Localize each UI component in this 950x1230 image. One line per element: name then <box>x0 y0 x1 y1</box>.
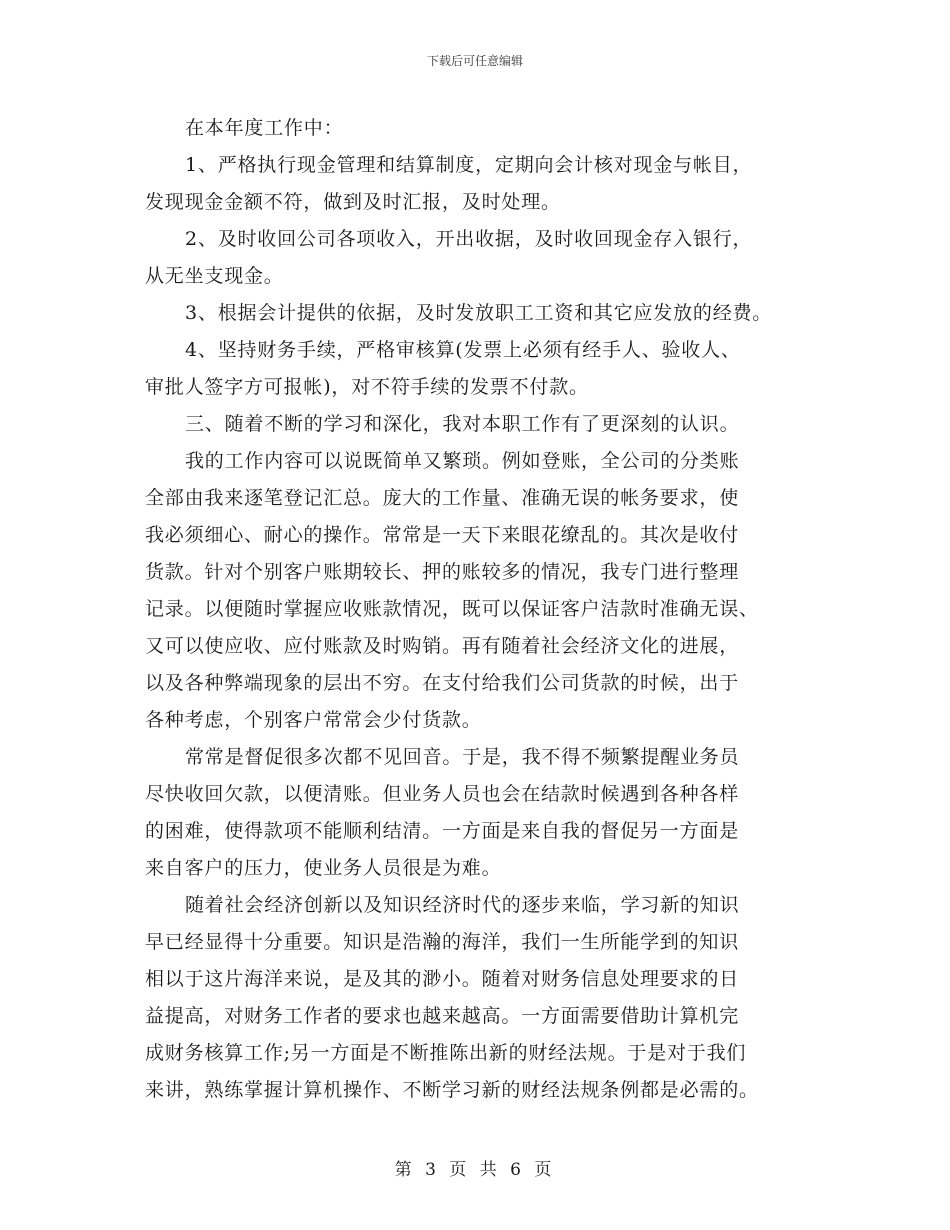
text-line: 早已经显得十分重要。知识是浩瀚的海洋，我们一生所能学到的知识 <box>145 931 740 953</box>
text-line: 随着社会经济创新以及知识经济时代的逐步来临，学习新的知识 <box>185 894 740 916</box>
page-number: 第 3 页 共 6 页 <box>394 1160 556 1180</box>
text-line: 相以于这片海洋来说，是及其的渺小。随着对财务信息处理要求的日 <box>145 968 740 990</box>
text-line: 三、随着不断的学习和深化，我对本职工作有了更深刻的认识。 <box>185 413 740 435</box>
text-line: 各种考虑，个别客户常常会少付货款。 <box>145 709 482 731</box>
text-line: 来自客户的压力，使业务人员很是为难。 <box>145 857 502 879</box>
text-line: 常常是督促很多次都不见回音。于是，我不得不频繁提醒业务员 <box>185 746 740 768</box>
text-line: 尽快收回欠款，以便清账。但业务人员也会在结款时候遇到各种各样 <box>145 783 740 805</box>
document-body <box>145 110 825 1109</box>
text-line: 来讲，熟练掌握计算机操作、不断学习新的财经法规条例都是必需的。 <box>145 1079 759 1101</box>
text-line: 4、坚持财务手续，严格审核算(发票上必须有经手人、验收人、 <box>185 339 741 361</box>
text-line: 以及各种弊端现象的层出不穷。在支付给我们公司货款的时候，出于 <box>145 672 740 694</box>
text-line: 货款。针对个别客户账期较长、押的账较多的情况，我专门进行整理 <box>145 561 740 583</box>
text-line: 在本年度工作中： <box>185 117 344 139</box>
page-header: 下载后可任意编辑 <box>426 54 523 68</box>
text-line: 1、严格执行现金管理和结算制度，定期向会计核对现金与帐目， <box>185 154 753 176</box>
text-line: 3、根据会计提供的依据，及时发放职工工资和其它应发放的经费。 <box>185 302 773 324</box>
text-line: 发现现金金额不符，做到及时汇报，及时处理。 <box>145 191 561 213</box>
text-line: 的困难，使得款项不能顺利结清。一方面是来自我的督促另一方面是 <box>145 820 740 842</box>
text-line: 我的工作内容可以说既简单又繁琐。例如登账，全公司的分类账 <box>185 450 740 472</box>
text-line: 全部由我来逐笔登记汇总。庞大的工作量、准确无误的帐务要求，使 <box>145 487 740 509</box>
text-line: 又可以使应收、应付账款及时购销。再有随着社会经济文化的进展， <box>145 635 740 657</box>
text-line: 2、及时收回公司各项收入，开出收据，及时收回现金存入银行， <box>185 228 753 250</box>
text-line: 益提高，对财务工作者的要求也越来越高。一方面需要借助计算机完 <box>145 1005 740 1027</box>
text-line: 成财务核算工作;另一方面是不断推陈出新的财经法规。于是对于我们 <box>145 1042 747 1064</box>
text-line: 我必须细心、耐心的操作。常常是一天下来眼花缭乱的。其次是收付 <box>145 524 740 546</box>
text-line: 审批人签字方可报帐)，对不符手续的发票不付款。 <box>145 376 589 398</box>
text-line: 记录。以便随时掌握应收账款情况，既可以保证客户洁款时准确无误、 <box>145 598 759 620</box>
text-line: 从无坐支现金。 <box>145 265 284 287</box>
